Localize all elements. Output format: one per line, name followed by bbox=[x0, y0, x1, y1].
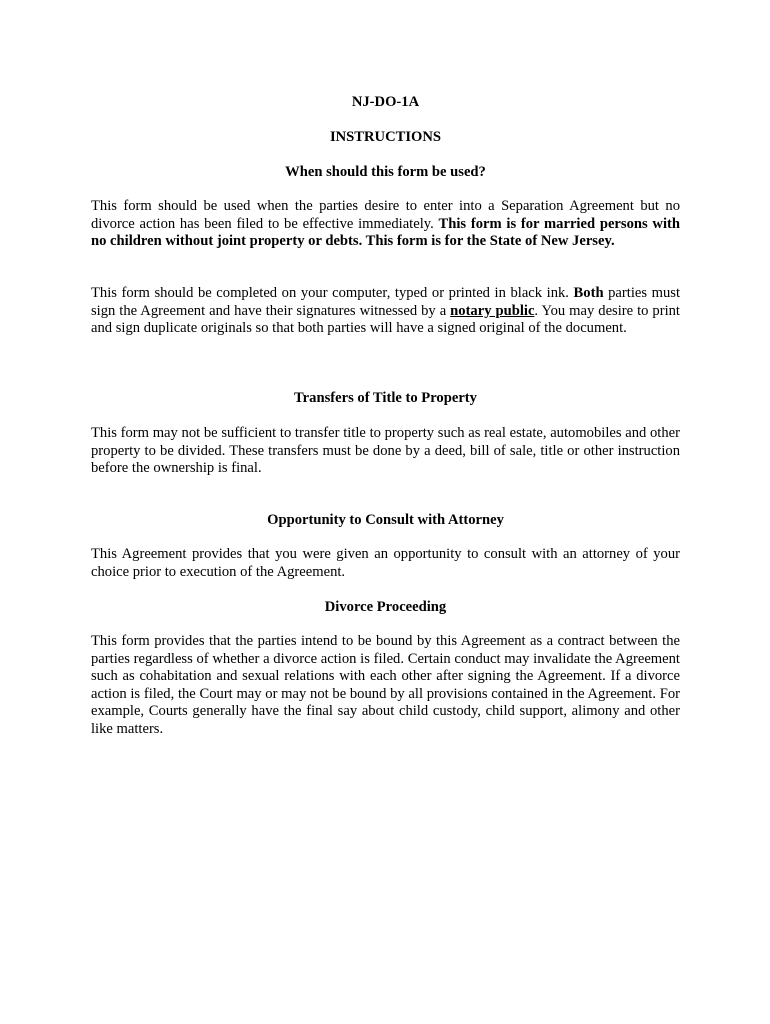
when-used-2-text-a: This form should be completed on your computer, typed or printed in black ink. bbox=[91, 285, 574, 301]
when-used-1-bold: This form is for married persons with no children without joint property or debts. This form is for the State of New Jersey. bbox=[91, 215, 680, 249]
heading-attorney: Opportunity to Consult with Attorney bbox=[267, 512, 504, 528]
paragraph-divorce: This form provides that the parties intend to be bound by this Agreement as a contract between the parties regardless of whether a divorce action is filed. Certain conduct may invalidate the Agreement such as cohabitation and sexual relations with each other after signing the Agreement. If a divorce action is filed, the Court may or may not be bound by all provisions contained in the Agreement. For example, Courts generally have the final say about child custody, child support, alimony and other like matters. bbox=[91, 633, 680, 737]
form-code: NJ-DO-1A bbox=[351, 94, 420, 110]
when-used-2-bold: Both bbox=[573, 285, 604, 301]
paragraph-transfers: This form may not be sufficient to transfer title to property such as real estate, automobiles and other property to be divided. These transfers must be done by a deed, bill of sale, title or other instruction before the ownership is final. bbox=[91, 425, 680, 476]
notary-public-emphasis: notary public bbox=[450, 302, 535, 319]
page-title: INSTRUCTIONS bbox=[329, 129, 442, 145]
heading-divorce: Divorce Proceeding bbox=[324, 599, 447, 615]
when-used-1-text: This form should be used when the parties desire to enter into a Separation Agreement but no divorce action has been filed to be effective immediately. bbox=[91, 198, 680, 232]
heading-when-used: When should this form be used? bbox=[285, 164, 486, 180]
heading-transfers: Transfers of Title to Property bbox=[294, 390, 477, 406]
paragraph-attorney: This Agreement provides that you were given an opportunity to consult with an attorney of your choice prior to execution of the Agreement. bbox=[91, 546, 680, 580]
paragraph-when-used-1 bbox=[91, 198, 680, 251]
when-used-2-text-c: parties must sign the Agreement and have their signatures witnessed by a bbox=[91, 285, 680, 319]
when-used-2-text-e: . You may desire to print and sign duplicate originals so that both parties will have a signed original of the document. bbox=[91, 302, 680, 336]
paragraph-when-used-2 bbox=[91, 285, 680, 338]
